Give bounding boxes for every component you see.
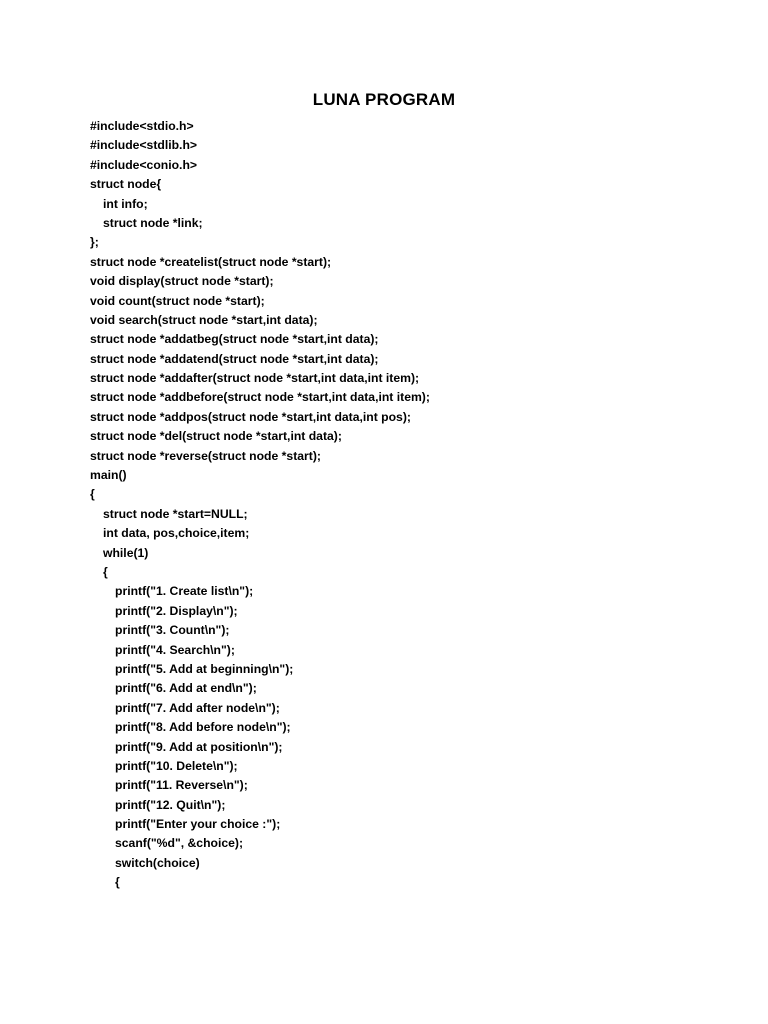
code-line: struct node *addbefore(struct node *start,int data,int item); xyxy=(90,390,430,405)
code-line: printf("3. Count\n"); xyxy=(115,623,230,638)
code-line: printf("2. Display\n"); xyxy=(115,603,238,618)
code-line: struct node *del(struct node *start,int data); xyxy=(90,429,342,444)
code-line: printf("1. Create list\n"); xyxy=(115,584,254,599)
code-line: struct node *addatbeg(struct node *start,int data); xyxy=(90,332,379,347)
code-line: printf("8. Add before node\n"); xyxy=(115,720,291,735)
code-line: struct node *link; xyxy=(103,215,203,230)
code-line: scanf("%d", &choice); xyxy=(115,836,244,851)
code-line: printf("5. Add at beginning\n"); xyxy=(115,661,294,676)
code-line: struct node *createlist(struct node *start); xyxy=(90,254,332,269)
code-line: while(1) xyxy=(103,545,149,560)
code-line: void display(struct node *start); xyxy=(90,274,274,289)
document-title: LUNA PROGRAM xyxy=(312,90,456,109)
code-line: struct node *addatend(struct node *start,int data); xyxy=(90,351,379,366)
code-line: printf("11. Reverse\n"); xyxy=(115,778,248,793)
code-line: void count(struct node *start); xyxy=(90,293,265,308)
code-line: }; xyxy=(90,235,99,250)
code-listing xyxy=(90,117,730,893)
code-line: printf("Enter your choice :"); xyxy=(115,817,281,832)
code-line: #include<conio.h> xyxy=(90,157,198,172)
code-line: struct node *start=NULL; xyxy=(103,506,248,521)
code-line: printf("10. Delete\n"); xyxy=(115,758,238,773)
code-line: #include<stdlib.h> xyxy=(90,138,198,153)
code-line: printf("6. Add at end\n"); xyxy=(115,681,257,696)
code-line: printf("12. Quit\n"); xyxy=(115,797,226,812)
code-line: struct node *addpos(struct node *start,int data,int pos); xyxy=(90,409,411,424)
code-line: #include<stdio.h> xyxy=(90,119,194,133)
code-line: { xyxy=(90,487,95,502)
code-line: switch(choice) xyxy=(115,855,200,870)
code-line: struct node *reverse(struct node *start); xyxy=(90,448,321,463)
code-line: printf("7. Add after node\n"); xyxy=(115,700,280,715)
code-line: void search(struct node *start,int data); xyxy=(90,312,318,327)
code-line: { xyxy=(115,875,120,890)
code-line: int data, pos,choice,item; xyxy=(103,526,250,541)
code-line: printf("9. Add at position\n"); xyxy=(115,739,283,754)
code-line: printf("4. Search\n"); xyxy=(115,642,235,657)
code-line: struct node{ xyxy=(90,177,162,192)
code-line: main() xyxy=(90,468,127,483)
code-line: int info; xyxy=(103,196,148,211)
code-line: { xyxy=(103,564,108,579)
code-line: struct node *addafter(struct node *start,int data,int item); xyxy=(90,371,420,386)
